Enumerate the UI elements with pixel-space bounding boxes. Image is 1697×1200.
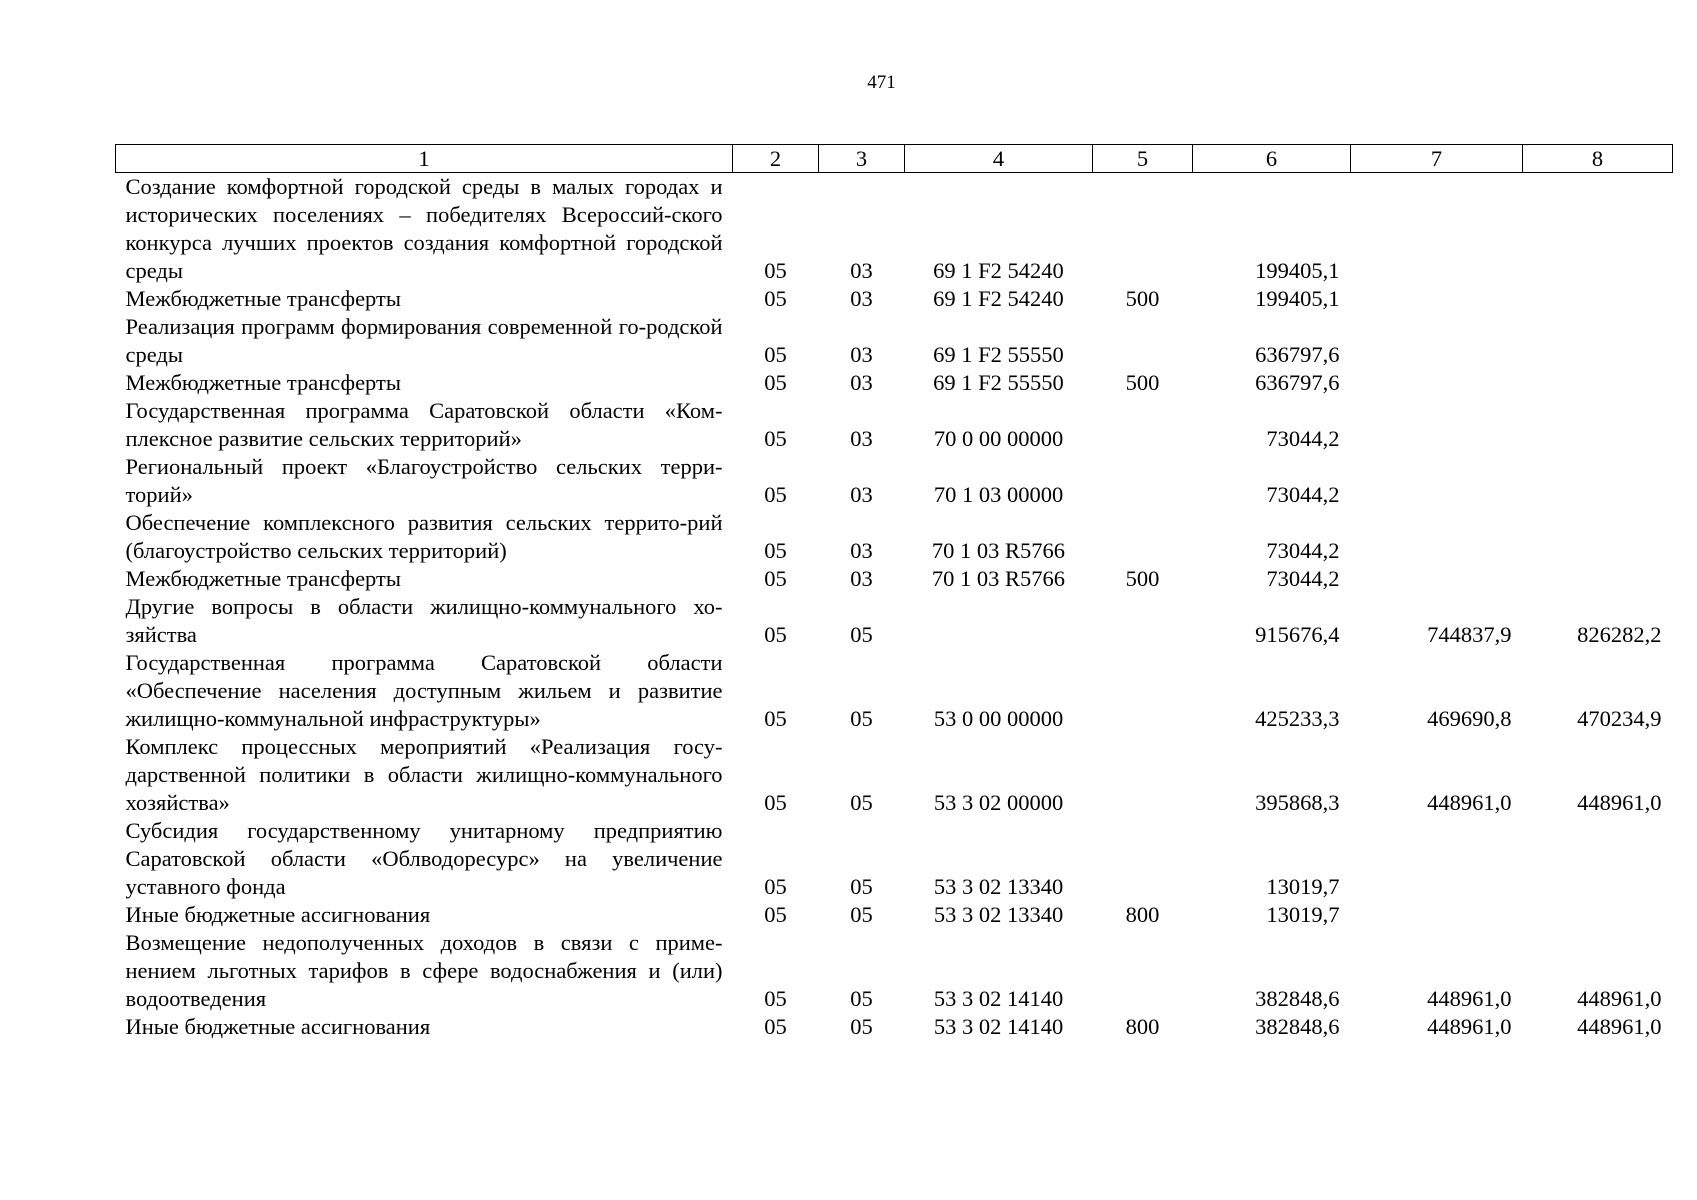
amount-year-3 <box>1523 565 1673 593</box>
row-name: Создание комфортной городской среды в малых городах и исторических поселениях – победителях Всероссий-ского конкурса лучших проектов создания комфортной городской среды <box>125 174 723 283</box>
column-header: 7 <box>1351 145 1523 173</box>
table-row <box>116 817 1673 901</box>
subsection-code: 03 <box>850 342 873 367</box>
expense-type-code: 500 <box>1125 370 1160 395</box>
amount-year-1: 395868,3 <box>1255 790 1340 815</box>
column-header: 2 <box>733 145 819 173</box>
target-article-code <box>905 593 1093 649</box>
amount-year-3 <box>1523 509 1673 565</box>
expense-type-code: 800 <box>1125 1014 1160 1039</box>
expense-type-code <box>1093 509 1193 565</box>
amount-year-2 <box>1351 509 1523 565</box>
expense-type-code <box>1093 453 1193 509</box>
target-article-code: 69 1 F2 54240 <box>933 258 1064 283</box>
amount-year-2: 448961,0 <box>1427 1014 1512 1039</box>
subsection-code: 05 <box>850 902 873 927</box>
amount-year-2 <box>1351 901 1523 929</box>
target-article-code: 53 0 00 00000 <box>933 706 1064 731</box>
amount-year-2: 744837,9 <box>1427 622 1512 647</box>
amount-year-3 <box>1523 313 1673 369</box>
subsection-code: 03 <box>850 258 873 283</box>
subsection-code: 03 <box>850 566 873 591</box>
row-name: Возмещение недополученных доходов в связи с приме-нением льготных тарифов в сфере водоснабжения и (или) водоотведения <box>125 930 723 1011</box>
amount-year-1: 199405,1 <box>1255 286 1340 311</box>
amount-year-1: 73044,2 <box>1266 426 1340 451</box>
table-row <box>116 509 1673 565</box>
amount-year-2 <box>1351 565 1523 593</box>
row-name: Региональный проект «Благоустройство сельских терри-торий» <box>125 454 723 507</box>
amount-year-3: 448961,0 <box>1577 1014 1662 1039</box>
table-header-row <box>116 145 1673 173</box>
amount-year-3 <box>1523 453 1673 509</box>
row-name: Государственная программа Саратовской области «Ком-плексное развитие сельских территорий» <box>125 398 723 451</box>
subsection-code: 05 <box>850 706 873 731</box>
target-article-code: 70 0 00 00000 <box>933 426 1064 451</box>
subsection-code: 03 <box>850 370 873 395</box>
amount-year-2 <box>1351 369 1523 397</box>
amount-year-2 <box>1351 285 1523 313</box>
amount-year-2 <box>1351 173 1523 286</box>
amount-year-1: 73044,2 <box>1266 538 1340 563</box>
expense-type-code: 500 <box>1125 566 1160 591</box>
target-article-code: 53 3 02 14140 <box>933 986 1064 1011</box>
row-name: Комплекс процессных мероприятий «Реализация госу-дарственной политики в области жилищно-коммунального хозяйства» <box>125 734 723 815</box>
row-name: Межбюджетные трансферты <box>125 566 401 591</box>
table-row <box>116 453 1673 509</box>
column-header: 4 <box>905 145 1093 173</box>
table-row <box>116 565 1673 593</box>
column-header: 1 <box>116 145 733 173</box>
amount-year-1: 382848,6 <box>1255 1014 1340 1039</box>
amount-year-1: 73044,2 <box>1266 566 1340 591</box>
expense-type-code <box>1093 817 1193 901</box>
row-name: Обеспечение комплексного развития сельских террито-рий (благоустройство сельских территорий) <box>125 510 723 563</box>
amount-year-2 <box>1351 817 1523 901</box>
expense-type-code <box>1093 649 1193 733</box>
subsection-code: 05 <box>850 622 873 647</box>
section-code: 05 <box>764 1014 787 1039</box>
target-article-code: 53 3 02 00000 <box>933 790 1064 815</box>
subsection-code: 03 <box>850 538 873 563</box>
row-name: Реализация программ формирования современной го-родской среды <box>125 314 723 367</box>
target-article-code: 53 3 02 13340 <box>933 902 1064 927</box>
target-article-code: 53 3 02 14140 <box>933 1014 1064 1039</box>
table-row <box>116 397 1673 453</box>
table-row <box>116 173 1673 286</box>
row-name: Межбюджетные трансферты <box>125 370 401 395</box>
table-row <box>116 649 1673 733</box>
subsection-code: 03 <box>850 426 873 451</box>
column-header: 5 <box>1093 145 1193 173</box>
expense-type-code <box>1093 397 1193 453</box>
amount-year-1: 199405,1 <box>1255 258 1340 283</box>
section-code: 05 <box>764 986 787 1011</box>
subsection-code: 05 <box>850 1014 873 1039</box>
expense-type-code <box>1093 593 1193 649</box>
target-article-code: 70 1 03 00000 <box>933 482 1064 507</box>
table-row <box>116 285 1673 313</box>
amount-year-3: 470234,9 <box>1577 706 1662 731</box>
amount-year-2 <box>1351 397 1523 453</box>
amount-year-3 <box>1523 285 1673 313</box>
table-row <box>116 1013 1673 1041</box>
amount-year-3 <box>1523 397 1673 453</box>
column-header: 6 <box>1193 145 1351 173</box>
section-code: 05 <box>764 566 787 591</box>
expense-type-code <box>1093 733 1193 817</box>
table-row <box>116 733 1673 817</box>
amount-year-1: 636797,6 <box>1255 370 1340 395</box>
table-row <box>116 313 1673 369</box>
amount-year-1: 13019,7 <box>1266 902 1340 927</box>
amount-year-1: 13019,7 <box>1266 874 1340 899</box>
section-code: 05 <box>764 874 787 899</box>
row-name: Субсидия государственному унитарному предприятию Саратовской области «Облводоресурс» на увеличение уставного фонда <box>125 818 723 899</box>
subsection-code: 03 <box>850 482 873 507</box>
section-code: 05 <box>764 538 787 563</box>
amount-year-1: 425233,3 <box>1255 706 1340 731</box>
target-article-code: 69 1 F2 55550 <box>933 342 1064 367</box>
amount-year-1: 382848,6 <box>1255 986 1340 1011</box>
column-header: 8 <box>1523 145 1673 173</box>
amount-year-3: 448961,0 <box>1577 790 1662 815</box>
subsection-code: 05 <box>850 790 873 815</box>
amount-year-2 <box>1351 453 1523 509</box>
amount-year-3 <box>1523 901 1673 929</box>
amount-year-2: 448961,0 <box>1427 790 1512 815</box>
subsection-code: 05 <box>850 986 873 1011</box>
amount-year-3 <box>1523 173 1673 286</box>
expense-type-code <box>1093 173 1193 286</box>
target-article-code: 69 1 F2 55550 <box>933 370 1064 395</box>
subsection-code: 03 <box>850 286 873 311</box>
section-code: 05 <box>764 426 787 451</box>
table-row <box>116 369 1673 397</box>
row-name: Государственная программа Саратовской области «Обеспечение населения доступным жильем и развитие жилищно-коммунальной инфраструктуры» <box>125 650 723 731</box>
table-row <box>116 901 1673 929</box>
section-code: 05 <box>764 622 787 647</box>
target-article-code: 53 3 02 13340 <box>933 874 1064 899</box>
amount-year-1: 73044,2 <box>1266 482 1340 507</box>
subsection-code: 05 <box>850 874 873 899</box>
section-code: 05 <box>764 342 787 367</box>
row-name: Иные бюджетные ассигнования <box>125 1014 431 1039</box>
section-code: 05 <box>764 370 787 395</box>
expense-type-code: 800 <box>1125 902 1160 927</box>
expense-type-code <box>1093 929 1193 1013</box>
section-code: 05 <box>764 790 787 815</box>
target-article-code: 70 1 03 R5766 <box>931 538 1066 563</box>
section-code: 05 <box>764 286 787 311</box>
section-code: 05 <box>764 902 787 927</box>
page-number: 471 <box>867 72 896 93</box>
section-code: 05 <box>764 706 787 731</box>
section-code: 05 <box>764 482 787 507</box>
amount-year-2 <box>1351 313 1523 369</box>
amount-year-3: 448961,0 <box>1577 986 1662 1011</box>
amount-year-1: 636797,6 <box>1255 342 1340 367</box>
amount-year-3 <box>1523 817 1673 901</box>
amount-year-2: 469690,8 <box>1427 706 1512 731</box>
table-row <box>116 593 1673 649</box>
target-article-code: 69 1 F2 54240 <box>933 286 1064 311</box>
amount-year-1: 915676,4 <box>1255 622 1340 647</box>
table-row <box>116 929 1673 1013</box>
expense-type-code: 500 <box>1125 286 1160 311</box>
expense-type-code <box>1093 313 1193 369</box>
budget-table <box>115 144 1673 1041</box>
amount-year-3 <box>1523 369 1673 397</box>
row-name: Межбюджетные трансферты <box>125 286 401 311</box>
section-code: 05 <box>764 258 787 283</box>
target-article-code: 70 1 03 R5766 <box>931 566 1066 591</box>
column-header: 3 <box>819 145 905 173</box>
row-name: Иные бюджетные ассигнования <box>125 902 431 927</box>
amount-year-2: 448961,0 <box>1427 986 1512 1011</box>
amount-year-3: 826282,2 <box>1577 622 1662 647</box>
row-name: Другие вопросы в области жилищно-коммунального хо-зяйства <box>125 594 723 647</box>
